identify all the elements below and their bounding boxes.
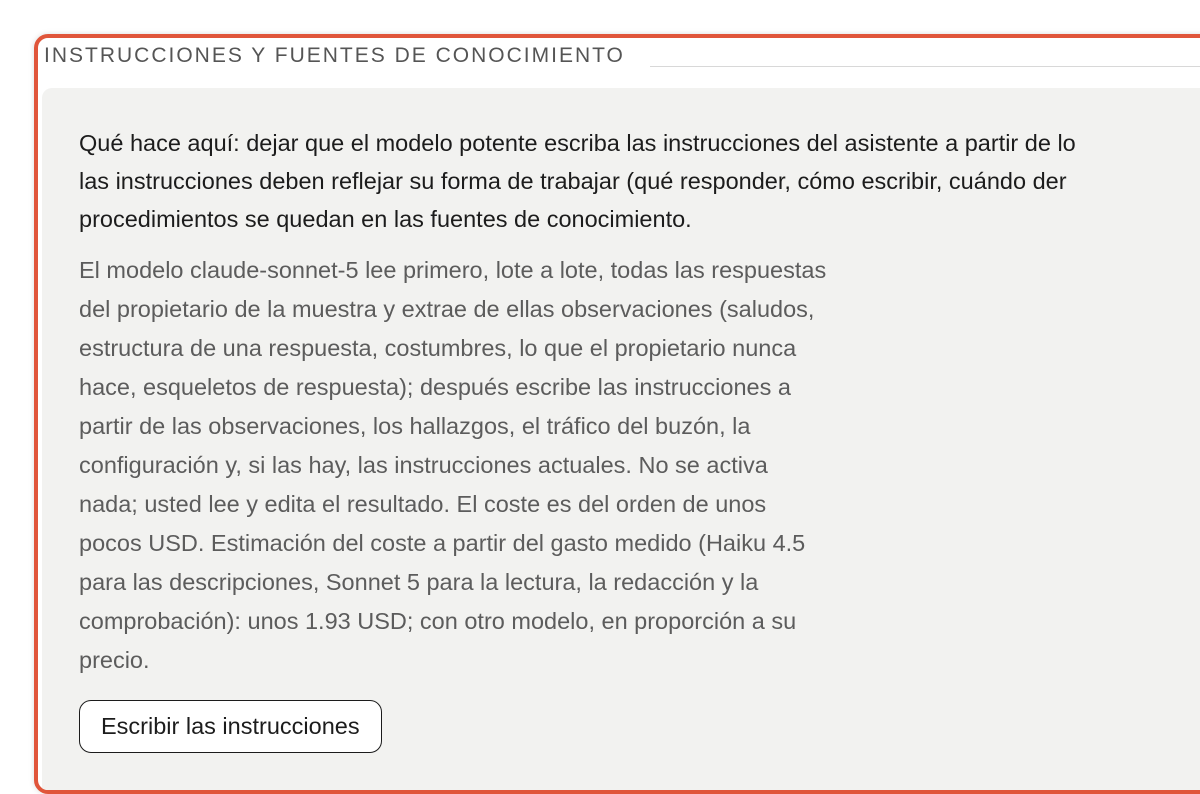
description-text: El modelo claude-sonnet-5 lee primero, lote a lote, todas las respuestas del propietario de la muestra y extrae de ellas observaciones (saludos, estructura de una respuesta, costumbres, lo que el propietario nunca hace, esqueletos de respuesta); después escribe las instrucciones a partir de las observaciones, los hallazgos, el tráfico del buzón, la configuración y, si las hay, las instrucciones actuales. No se activa nada; usted lee y edita el resultado. El coste es del orden de unos pocos USD. Estimación del coste a partir del gasto medido (Haiku 4.5 para las descripciones, Sonnet 5 para la lectura, la redacción y la comprobación): unos 1.93 USD; con otro modelo, en proporción a su precio. (79, 257, 827, 673)
lead-text: Qué hace aquí: dejar que el modelo potente escriba las instrucciones del asistente a partir de lo las instrucciones deben reflejar su forma de trabajar (qué responder, cómo escribir, cuándo der procedimientos se quedan en las fuentes de conocimiento. (79, 130, 1076, 232)
panel-body (42, 88, 1200, 794)
panel-title: INSTRUCCIONES Y FUENTES DE CONOCIMIENTO (44, 44, 625, 67)
instructions-panel (34, 34, 1200, 794)
write-instructions-button[interactable]: Escribir las instrucciones (79, 700, 382, 753)
title-divider (650, 66, 1200, 67)
